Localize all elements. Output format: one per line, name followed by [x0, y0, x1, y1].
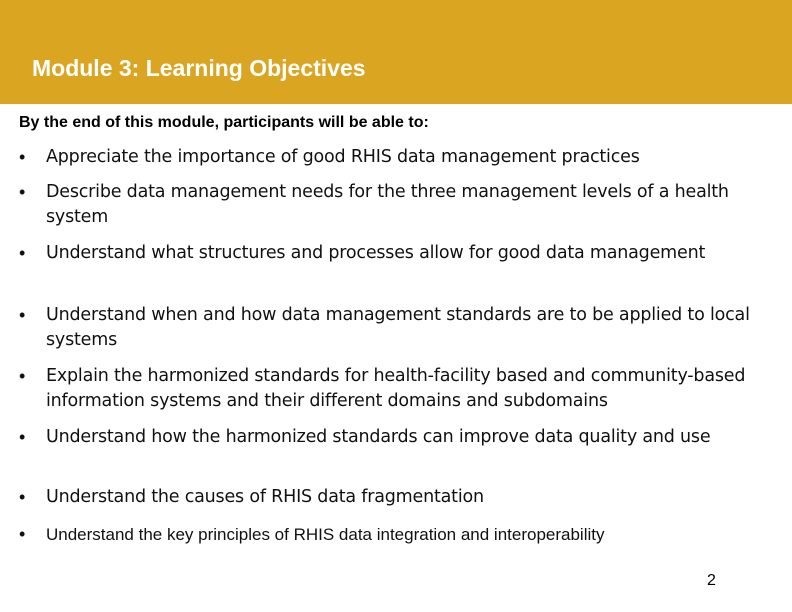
bullet-icon: • [19, 427, 26, 447]
objective-text: Understand what structures and processes allow for good data management [46, 243, 706, 263]
objective-text: Understand when and how data management standards are to be applied to local systems [46, 305, 750, 350]
page-number: 2 [707, 572, 716, 589]
bullet-icon: • [19, 366, 26, 386]
bullet-icon: • [19, 524, 26, 544]
objective-text: Appreciate the importance of good RHIS data management practices [46, 147, 640, 167]
objective-text: Describe data management needs for the three management levels of a health system [46, 182, 729, 227]
objective-text: Understand how the harmonized standards can improve data quality and use [46, 427, 711, 447]
bullet-icon: • [19, 305, 26, 325]
bullet-icon: • [19, 182, 26, 202]
bullet-icon: • [19, 487, 26, 507]
objective-text: Explain the harmonized standards for health-facility based and community-based information systems and their different domains and subdomains [46, 366, 746, 411]
intro-text: By the end of this module, participants will be able to: [19, 114, 429, 131]
objective-text: Understand the key principles of RHIS data integration and interoperability [46, 525, 605, 544]
objective-text: Understand the causes of RHIS data fragmentation [46, 487, 484, 507]
title-banner [0, 0, 792, 104]
bullet-icon: • [19, 147, 26, 167]
bullet-icon: • [19, 243, 26, 263]
slide-title: Module 3: Learning Objectives [32, 55, 366, 81]
